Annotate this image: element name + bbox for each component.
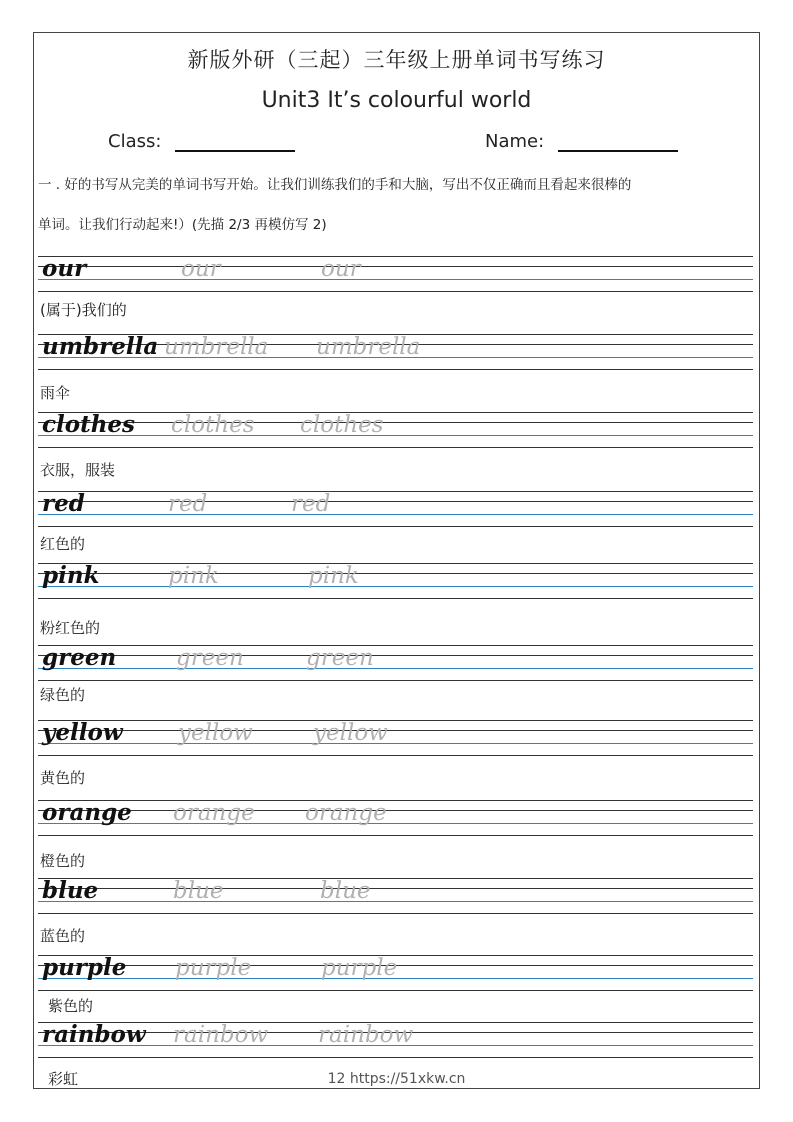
writing-row[interactable] [38,1022,753,1058]
writing-row[interactable] [38,720,753,756]
guide-line [38,526,753,527]
worksheet-title: 新版外研（三起）三年级上册单词书写练习 [187,48,606,72]
name-label: Name: [485,131,545,152]
trace-word: clothes [171,412,255,438]
word-meaning: 粉红色的 [40,619,101,637]
writing-row[interactable] [38,256,753,292]
trace-word: rainbow [173,1022,269,1048]
model-word: clothes [42,411,136,438]
guide-line [38,447,753,448]
guide-line [38,800,753,801]
trace-word: blue [173,878,224,904]
baseline [38,435,753,436]
unit-title: Unit3 It’s colourful world [261,88,532,113]
guide-line [38,755,753,756]
trace-word: clothes [300,412,384,438]
guide-line [38,888,753,889]
instruction-line-2: 单词。让我们行动起来!）(先描 2/3 再模仿写 2) [38,217,327,233]
guide-line [38,369,753,370]
model-word: our [42,255,87,282]
writing-row[interactable] [38,563,753,599]
guide-line [38,730,753,731]
trace-word: our [321,256,361,282]
page-footer: 12 https://51xkw.cn [327,1071,466,1087]
model-word: pink [42,562,100,589]
trace-word: yellow [178,720,253,746]
trace-word: purple [321,955,398,981]
model-word: orange [42,799,132,826]
word-meaning: 绿色的 [40,686,86,704]
guide-line [38,913,753,914]
trace-word: green [176,645,244,671]
writing-row[interactable] [38,645,753,681]
word-meaning: 彩虹 [48,1070,79,1088]
guide-line [38,501,753,502]
baseline [38,514,753,515]
guide-line [38,291,753,292]
guide-line [38,573,753,574]
guide-line [38,835,753,836]
baseline [38,743,753,744]
trace-word: umbrella [316,334,421,360]
trace-word: rainbow [318,1022,414,1048]
guide-line [38,491,753,492]
baseline [38,823,753,824]
word-meaning: 紫色的 [48,997,94,1015]
trace-word: orange [173,800,255,826]
guide-line [38,680,753,681]
trace-word: pink [308,563,359,589]
model-word: yellow [42,719,123,746]
guide-line [38,810,753,811]
guide-line [38,598,753,599]
writing-row[interactable] [38,800,753,836]
model-word: red [42,490,85,517]
guide-line [38,256,753,257]
trace-word: red [291,491,331,517]
model-word: green [42,644,117,671]
guide-line [38,266,753,267]
word-meaning: 橙色的 [40,852,86,870]
trace-word: yellow [313,720,388,746]
writing-row[interactable] [38,491,753,527]
baseline [38,901,753,902]
trace-word: our [181,256,221,282]
baseline [38,279,753,280]
instruction-line-1: 一 . 好的书写从完美的单词书写开始。让我们训练我们的手和大脑，写出不仅正确而且看起来很棒的 [38,177,632,193]
baseline [38,668,753,669]
trace-word: umbrella [164,334,269,360]
model-word: purple [42,954,127,981]
class-blank[interactable] [175,150,295,152]
word-meaning: 黄色的 [40,769,86,787]
model-word: rainbow [42,1021,146,1048]
word-meaning: (属于)我们的 [40,301,127,319]
guide-line [38,720,753,721]
guide-line [38,990,753,991]
word-meaning: 雨伞 [40,384,71,402]
trace-word: purple [175,955,252,981]
guide-line [38,422,753,423]
model-word: umbrella [42,333,159,360]
guide-line [38,412,753,413]
guide-line [38,563,753,564]
word-meaning: 衣服，服装 [40,461,116,479]
guide-line [38,655,753,656]
writing-row[interactable] [38,334,753,370]
word-meaning: 蓝色的 [40,927,86,945]
trace-word: green [306,645,374,671]
class-label: Class: [108,131,162,152]
writing-row[interactable] [38,878,753,914]
trace-word: pink [168,563,219,589]
writing-row[interactable] [38,955,753,991]
trace-word: red [168,491,208,517]
trace-word: orange [305,800,387,826]
writing-row[interactable] [38,412,753,448]
trace-word: blue [320,878,371,904]
word-meaning: 红色的 [40,535,86,553]
model-word: blue [42,877,99,904]
name-blank[interactable] [558,150,678,152]
guide-line [38,878,753,879]
baseline [38,586,753,587]
guide-line [38,1057,753,1058]
guide-line [38,645,753,646]
